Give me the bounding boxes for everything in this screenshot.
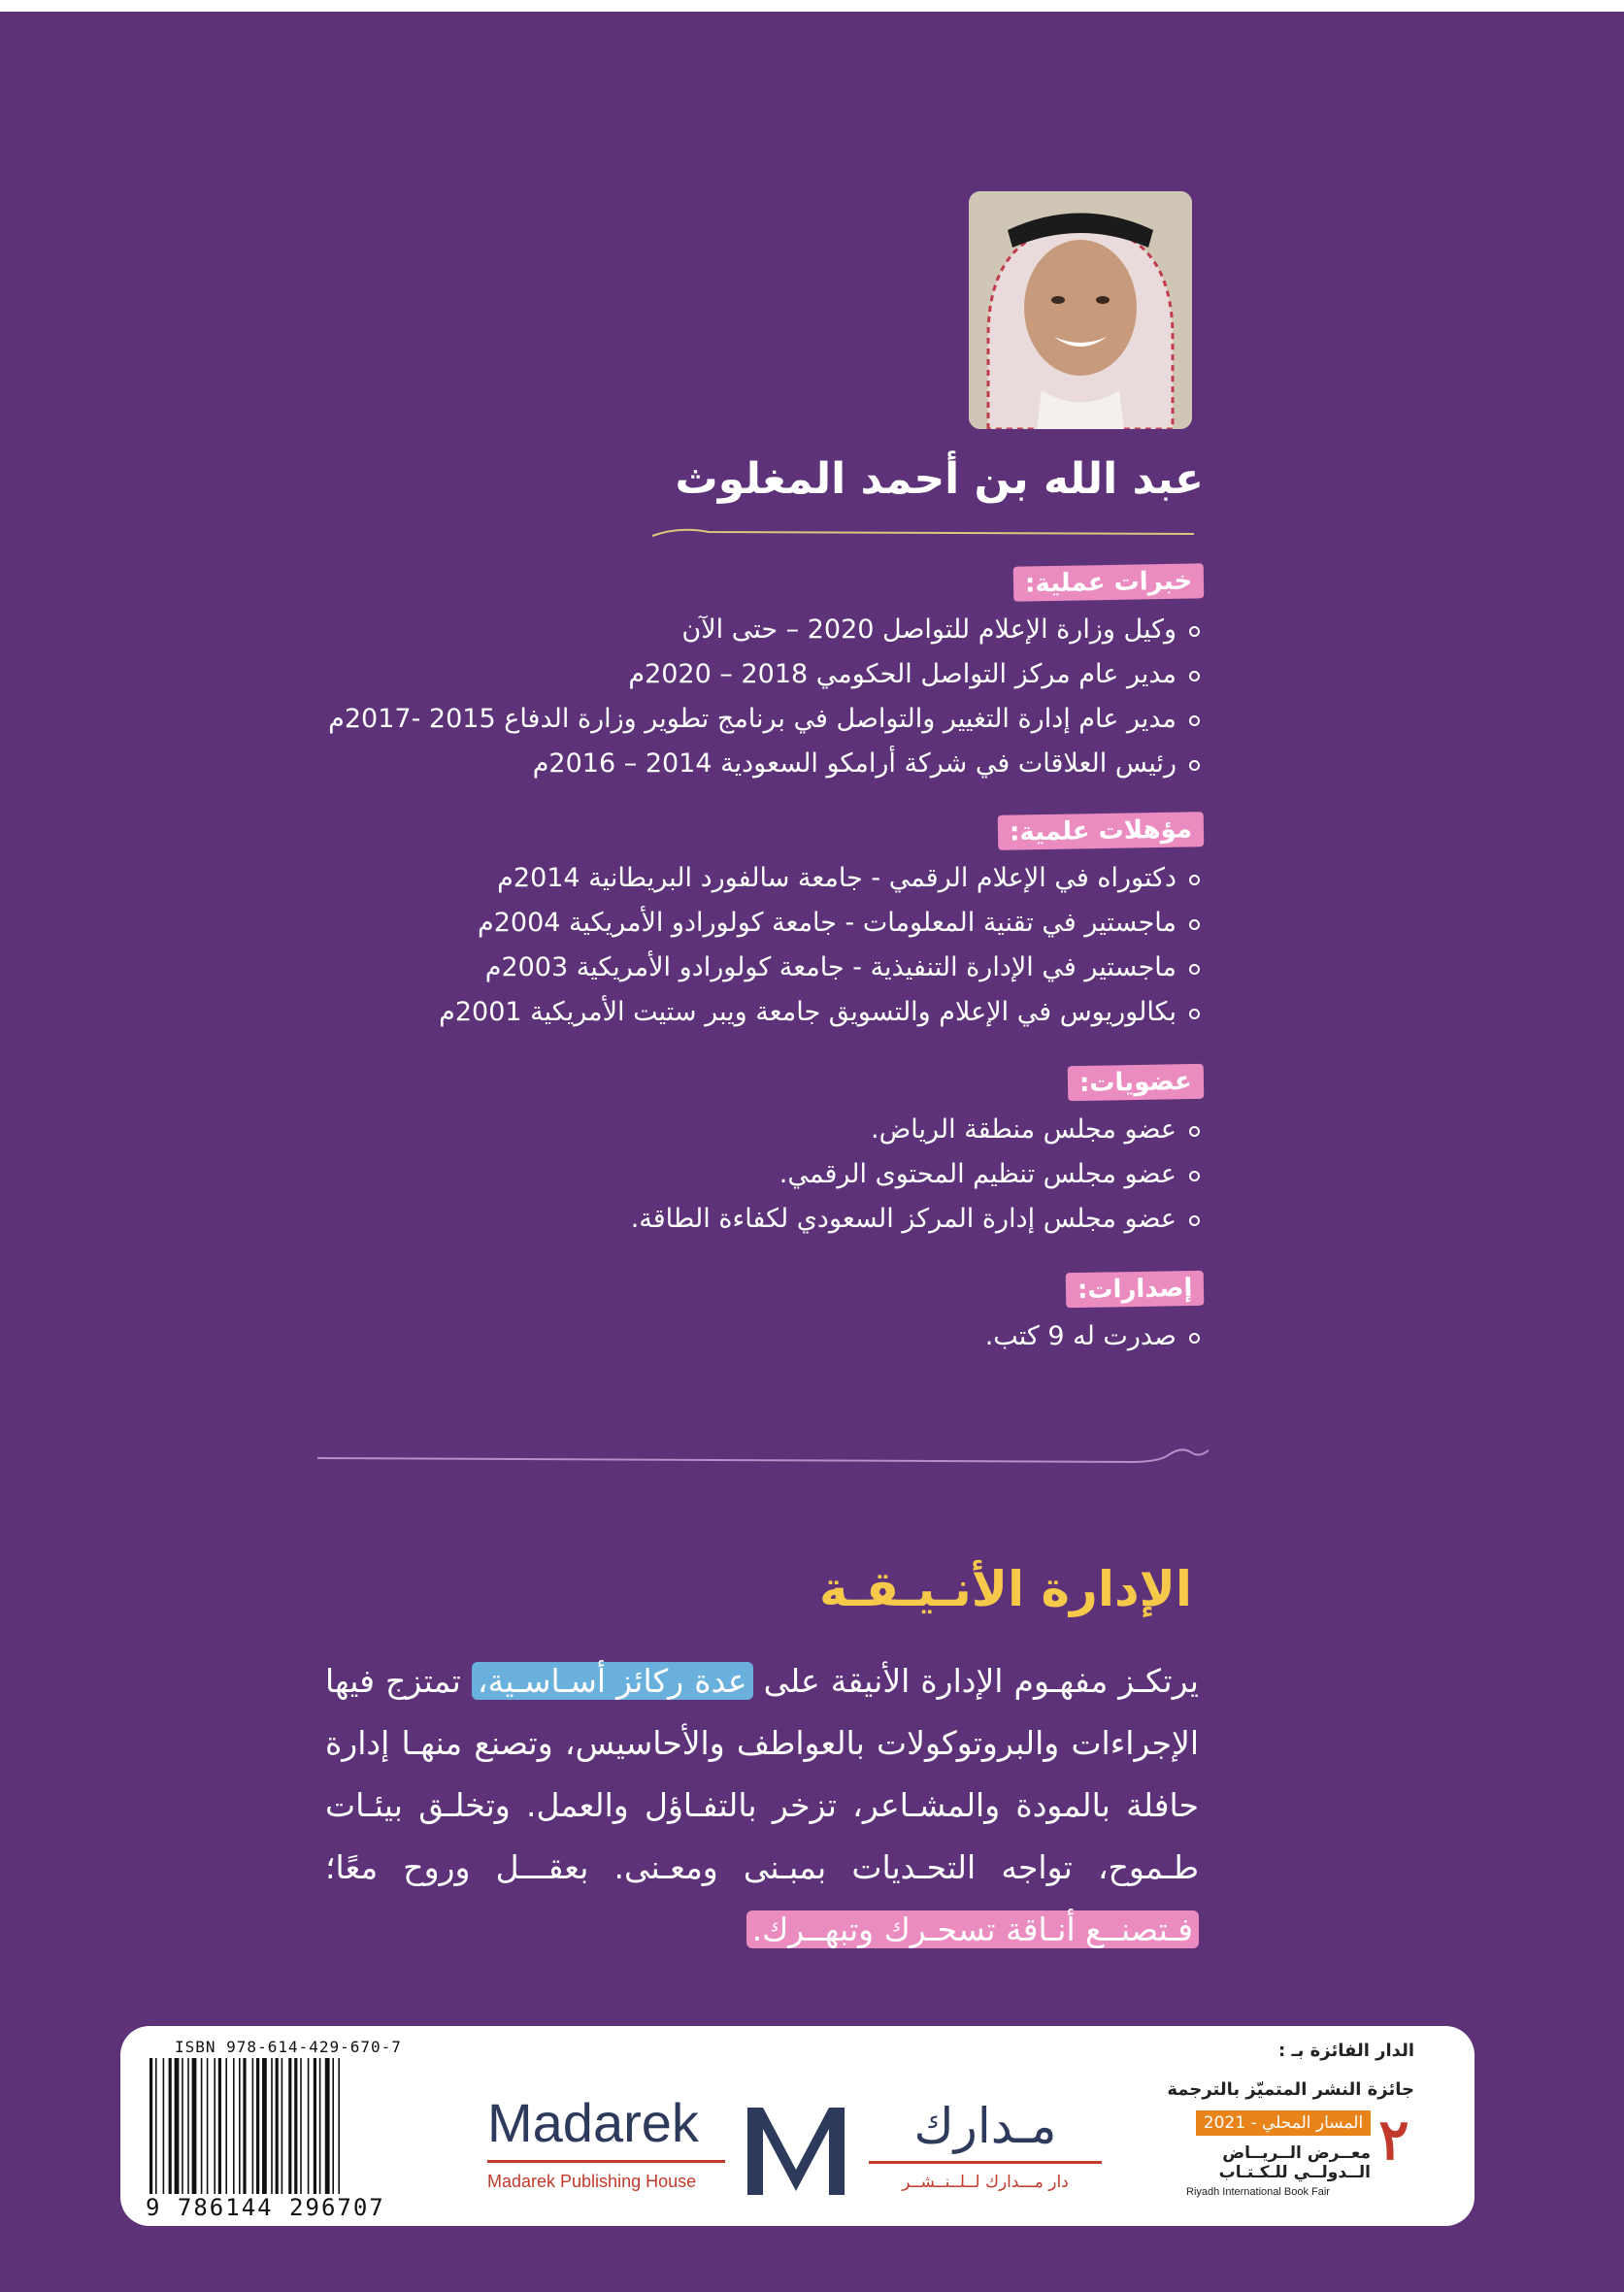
experience-list [184, 608, 1204, 786]
blurb-text: تمتزج فيها الإجراءات والبروتوكولات بالعواطف والأحاسيس، وتصنع منهـا إدارة حافلة بالمودة والمشـاعر، تزخر بالتفـاؤل والعمل. وتخلـق بيئـات طـموح، تواجه التحـديات بمبـنى ومعـنى. بعقـــل وروح معًا؛ [325, 1662, 1199, 1886]
isbn-label: ISBN 978-614-429-670-7 [175, 2038, 402, 2056]
logo-en-rule [487, 2160, 725, 2163]
book-fair-name-ar [1186, 2143, 1371, 2182]
blurb-highlight-blue: عدة ركائز أسـاسـية، [472, 1662, 753, 1700]
blurb-highlight-pink: فـتصنــع أنـاقة تسحـرك وتبهــرك. [746, 1910, 1199, 1948]
section-work-experience [184, 565, 1204, 786]
list-item: عضو مجلس منطقة الرياض. [184, 1108, 1204, 1152]
list-item: دكتوراه في الإعلام الرقمي - جامعة سالفورد البريطانية 2014م [184, 856, 1204, 901]
back-cover [0, 12, 1624, 2292]
award-track-badge: المسار المحلي - 2021 [1196, 2110, 1371, 2136]
author-photo [969, 191, 1192, 429]
madarek-logo-en: Madarek [487, 2092, 699, 2153]
section-label: خبرات عملية: [1012, 563, 1204, 601]
section-memberships [184, 1065, 1204, 1242]
memberships-list [184, 1108, 1204, 1242]
list-item: رئيس العلاقات في شركة أرامكو السعودية 2014 – 2016م [184, 742, 1204, 786]
list-item: ماجستير في تقنية المعلومات - جامعة كولورادو الأمريكية 2004م [184, 901, 1204, 946]
section-label: عضويات: [1068, 1064, 1204, 1101]
madarek-logo-mark [747, 2102, 845, 2199]
book-fair-logo-icon: ٢ [1378, 2109, 1409, 2172]
author-name: عبد الله بن أحمد المغلوث [675, 454, 1204, 504]
publishing-house-ar: دار مـــدارك لــلــنــشــر [902, 2173, 1069, 2192]
list-item: عضو مجلس تنظيم المحتوى الرقمي. [184, 1152, 1204, 1197]
book-title: الإدارة الأنـيـقـة [818, 1561, 1192, 1617]
section-qualifications [184, 814, 1204, 1035]
book-fair-name-line: معــرض الــريــاض [1222, 2143, 1371, 2163]
award-prize: جائزة النشر المتميّز بالترجمة [1167, 2079, 1414, 2100]
book-fair-name-line: الــدولــي للـكـتـاب [1218, 2163, 1371, 2182]
name-underline-decoration [650, 522, 1209, 544]
publications-list [184, 1314, 1204, 1359]
list-item: عضو مجلس إدارة المركز السعودي لكفاءة الطاقة. [184, 1197, 1204, 1242]
list-item: مدير عام مركز التواصل الحكومي 2018 – 2020م [184, 652, 1204, 697]
list-item: وكيل وزارة الإعلام للتواصل 2020 – حتى الآن [184, 608, 1204, 652]
blurb-text: يرتكـز مفهـوم الإدارة الأنيقة على [752, 1662, 1199, 1700]
section-publications [184, 1272, 1204, 1359]
barcode-digits: 9 786144 296707 [146, 2194, 385, 2221]
section-divider-line [315, 1441, 1210, 1474]
book-fair-name-en: Riyadh International Book Fair [1186, 2186, 1330, 2198]
qualifications-list [184, 856, 1204, 1035]
list-item: بكالوريوس في الإعلام والتسويق جامعة ويبر ستيت الأمريكية 2001م [184, 990, 1204, 1035]
publishing-house-en: Madarek Publishing House [487, 2172, 697, 2191]
madarek-logo-ar: مـدارك [913, 2098, 1057, 2154]
list-item: صدرت له 9 كتب. [184, 1314, 1204, 1359]
section-label: مؤهلات علمية: [998, 812, 1205, 850]
section-label: إصدارات: [1065, 1271, 1204, 1308]
book-blurb [325, 1650, 1199, 1961]
barcode [148, 2058, 417, 2194]
list-item: مدير عام إدارة التغيير والتواصل في برنامج تطوير وزارة الدفاع 2015 -2017م [184, 697, 1204, 742]
award-winner-label: الدار الفائزة بـ : [1278, 2041, 1414, 2061]
logo-ar-rule [869, 2161, 1102, 2164]
list-item: ماجستير في الإدارة التنفيذية - جامعة كولورادو الأمريكية 2003م [184, 946, 1204, 990]
